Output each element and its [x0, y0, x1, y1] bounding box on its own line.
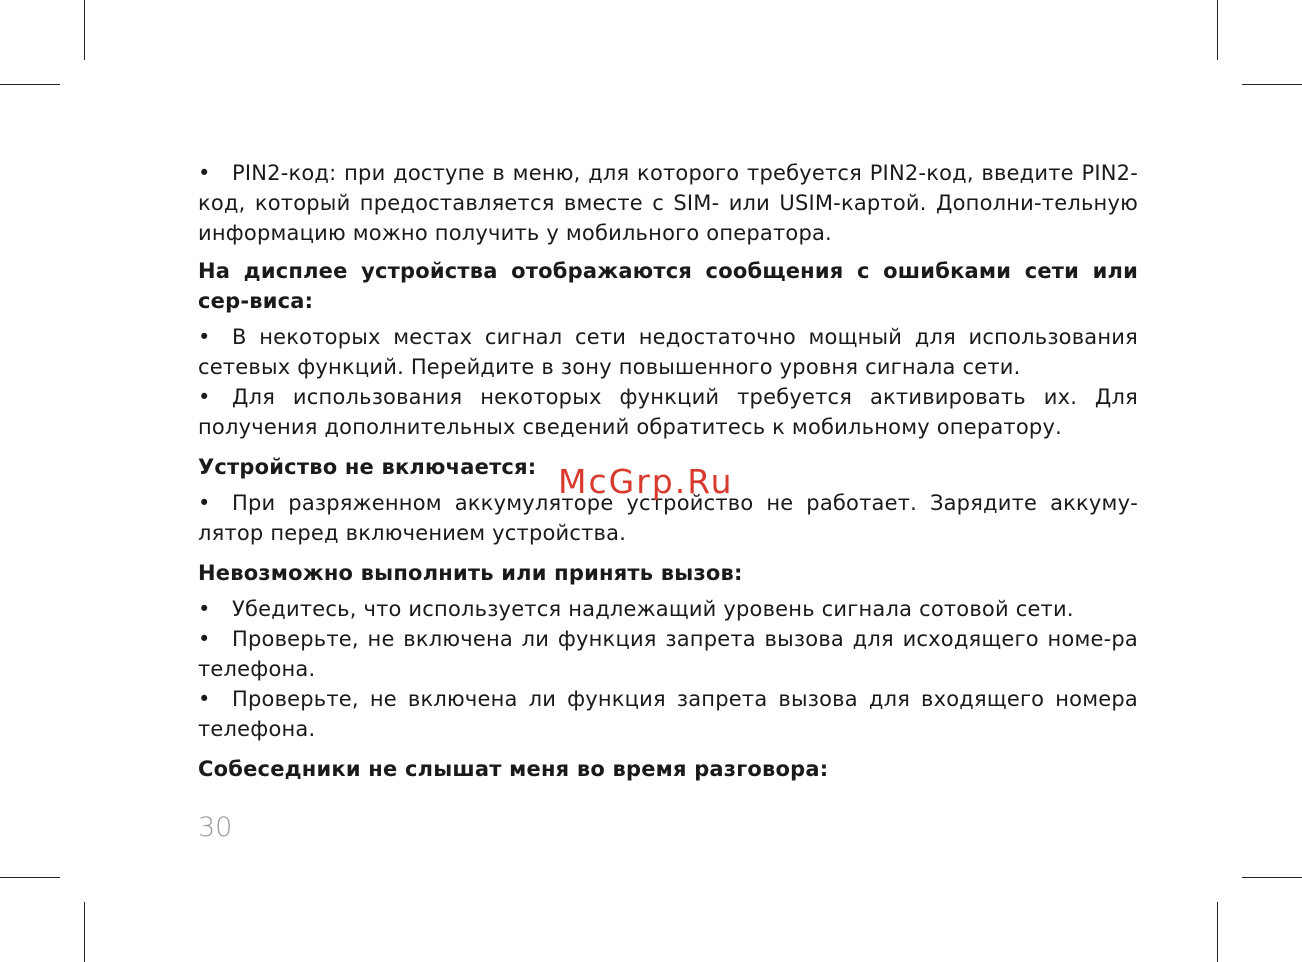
bullet-dot: •: [198, 627, 211, 651]
bullet-text: Убедитесь, что используется надлежащий уровень сигнала сотовой сети.: [232, 597, 1074, 621]
bullet-text: Проверьте, не включена ли функция запрета вызова для входящего номера телефона.: [198, 687, 1138, 741]
bullet-dot: •: [198, 687, 211, 711]
bullet-item: [198, 594, 1138, 624]
watermark: McGrp.Ru: [558, 462, 734, 501]
crop-mark-bottom-right-vertical: [1217, 902, 1218, 962]
crop-mark-top-right-vertical: [1217, 0, 1218, 60]
crop-mark-top-left-horizontal: [0, 84, 60, 85]
bullet-item: [198, 322, 1138, 382]
crop-mark-top-right-horizontal: [1242, 84, 1302, 85]
section-heading: Устройство не включается:: [198, 455, 537, 479]
crop-mark-bottom-left-vertical: [84, 902, 85, 962]
bullet-text: PIN2-код: при доступе в меню, для которого требуется PIN2-код, введите PIN2-код, который предоставляется вместе с SIM- или USIM-картой. Дополни-тельную информацию можно получить у мобильного оператора.: [198, 161, 1138, 245]
section-heading: Невозможно выполнить или принять вызов:: [198, 561, 743, 585]
page-number: 30: [198, 812, 233, 843]
section-heading: На дисплее устройства отображаются сообщения с ошибками сети или сер-виса:: [198, 259, 1138, 313]
bullet-item: [198, 158, 1138, 248]
bullet-dot: •: [198, 161, 211, 185]
bullet-dot: •: [198, 385, 211, 409]
crop-mark-bottom-right-horizontal: [1242, 877, 1302, 878]
bullet-dot: •: [198, 597, 211, 621]
bullet-text: В некоторых местах сигнал сети недостаточно мощный для использования сетевых функций. Перейдите в зону повышенного уровня сигнала сети.: [198, 325, 1138, 379]
bullet-text: Для использования некоторых функций требуется активировать их. Для получения дополнительных сведений обратитесь к мобильному оператору.: [198, 385, 1138, 439]
bullet-text: При разряженном аккумуляторе устройство не работает. Зарядите аккуму-лятор перед включением устройства.: [198, 491, 1138, 545]
section-heading: Собеседники не слышат меня во время разговора:: [198, 757, 829, 781]
bullet-dot: •: [198, 491, 211, 515]
crop-mark-top-left-vertical: [84, 0, 85, 60]
crop-mark-bottom-left-horizontal: [0, 877, 60, 878]
bullet-item: [198, 684, 1138, 744]
bullet-item: [198, 624, 1138, 684]
bullet-text: Проверьте, не включена ли функция запрета вызова для исходящего номе-ра телефона.: [198, 627, 1138, 681]
bullet-item: [198, 382, 1138, 442]
bullet-dot: •: [198, 325, 211, 349]
